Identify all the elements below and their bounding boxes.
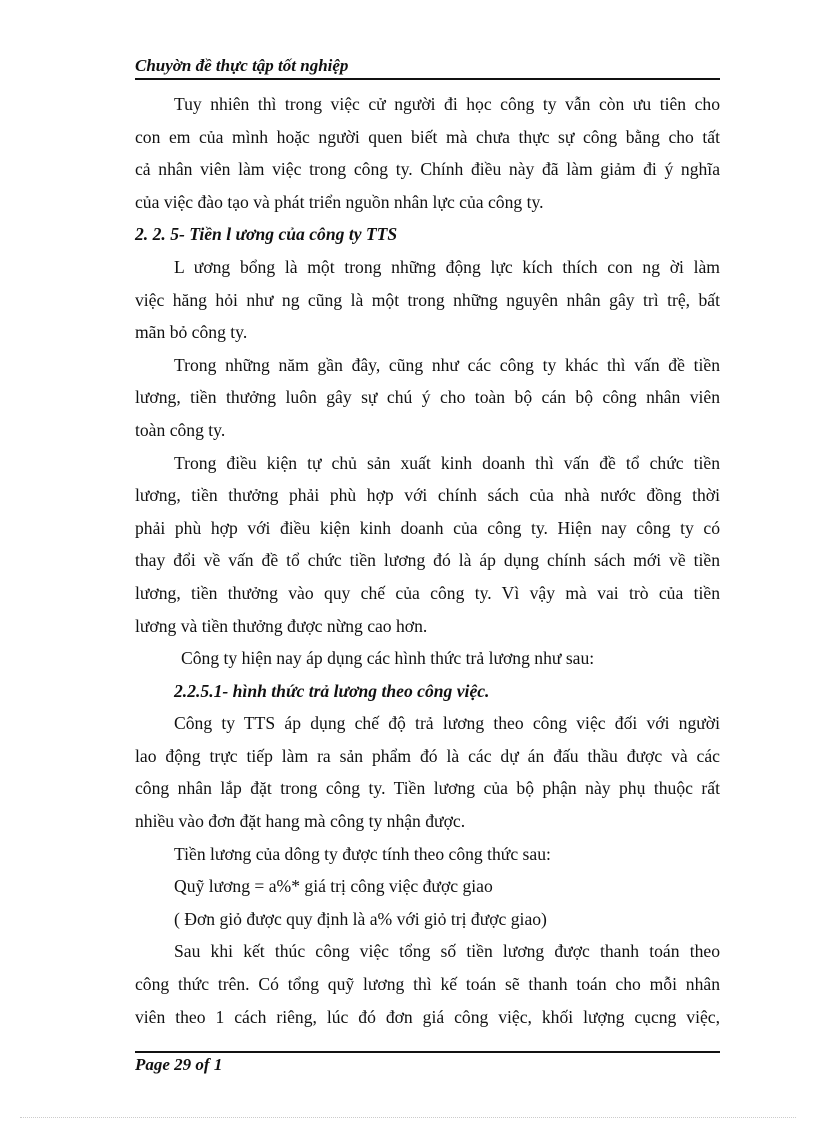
paragraph-after-completion [135, 935, 720, 1033]
text-line: công nhân lắp đặt trong công ty. Tiền lương của bộ phận này phụ thuộc rất [135, 778, 720, 799]
paragraph-recent-years [135, 349, 720, 447]
document-body [135, 88, 720, 1033]
header-title: Chuyờn đề thực tập tốt nghiệp [135, 56, 349, 75]
text-line: thay đổi về vấn đề tổ chức tiền lương đó là áp dụng chính sách mới về tiền [135, 550, 720, 571]
text-line: lương, tiền thưởng vào quy chế của công ty. Vì vậy mà vai trò của tiền [135, 582, 720, 603]
text-line: việc hăng hỏi như ng cũng là một trong những nguyên nhân gây trì trệ, bất [135, 289, 720, 310]
text-line: cả nhân viên làm việc trong công ty. Chính điều này đã làm giảm đi ý nghĩa [135, 159, 720, 180]
text-line: Công ty TTS áp dụng chế độ trả lương theo công việc đối với người [174, 713, 720, 734]
text-line: Trong điều kiện tự chủ sản xuất kinh doanh thì vấn đề tổ chức tiền [174, 452, 720, 473]
text-line: L ương bổng là một trong những động lực kích thích con ng ời làm [174, 256, 720, 277]
footer-divider [135, 1051, 720, 1053]
paragraph-payment-forms: Công ty hiện nay áp dụng các hình thức trả lương như sau: [181, 648, 595, 669]
paragraph-salary-motivation [135, 251, 720, 349]
paragraph-training-bias [135, 88, 720, 218]
text-line: lương, tiền thưởng luôn gây sự chú ý cho toàn bộ cán bộ công nhân viên [135, 387, 720, 408]
text-line: Sau khi kết thúc công việc tổng số tiền lương được thanh toán theo [174, 941, 720, 962]
formula-note: ( Đơn giỏ được quy định là a% với giỏ trị được giao) [174, 908, 547, 929]
page-number: Page 29 of 1 [135, 1055, 223, 1074]
text-line: công thức trên. Có tổng quỹ lương thì kế toán sẽ thanh toán cho mỗi nhân [135, 974, 720, 995]
header-divider [135, 78, 720, 80]
text-line: nhiều vào đơn đặt hang mà công ty nhận được. [135, 811, 466, 832]
text-line: phải phù hợp với điều kiện kinh doanh của công ty. Hiện nay công ty có [135, 517, 720, 538]
subsection-heading-pay-by-work: 2.2.5.1- hình thức trả lương theo công việc. [174, 680, 490, 701]
paragraph-formula-intro: Tiền lương của dông ty được tính theo công thức sau: [174, 843, 551, 864]
paragraph-tts-pay-policy [135, 707, 720, 837]
formula-line: Quỹ lương = a%* giá trị công việc được giao [174, 876, 493, 897]
text-line: lao động trực tiếp làm ra sản phẩm đó là các dự án đấu thầu được và các [135, 745, 720, 766]
text-line: của việc đào tạo và phát triển nguồn nhân lực của công ty. [135, 191, 544, 212]
section-heading-salary: 2. 2. 5- Tiền l ương của công ty TTS [135, 224, 398, 245]
text-line: toàn công ty. [135, 419, 226, 440]
text-line: lương, tiền thưởng phải phù hợp với chính sách của nhà nước đồng thời [135, 485, 720, 506]
text-line: Trong những năm gần đây, cũng như các công ty khác thì vấn đề tiền [174, 354, 720, 375]
text-line: mãn bỏ công ty. [135, 322, 248, 343]
text-line: con em của mình hoặc người quen biết mà chưa thực sự công bằng cho tất [135, 126, 720, 147]
page-bottom-edge [20, 1117, 796, 1118]
text-line: viên theo 1 cách riêng, lúc đó đơn giá công việc, khối lượng cụcng việc, [135, 1006, 720, 1027]
text-line: lương và tiền thưởng được nừng cao hơn. [135, 615, 428, 636]
text-line: Tuy nhiên thì trong việc cử người đi học công ty vẫn còn ưu tiên cho [174, 94, 720, 114]
paragraph-self-management [135, 447, 720, 643]
